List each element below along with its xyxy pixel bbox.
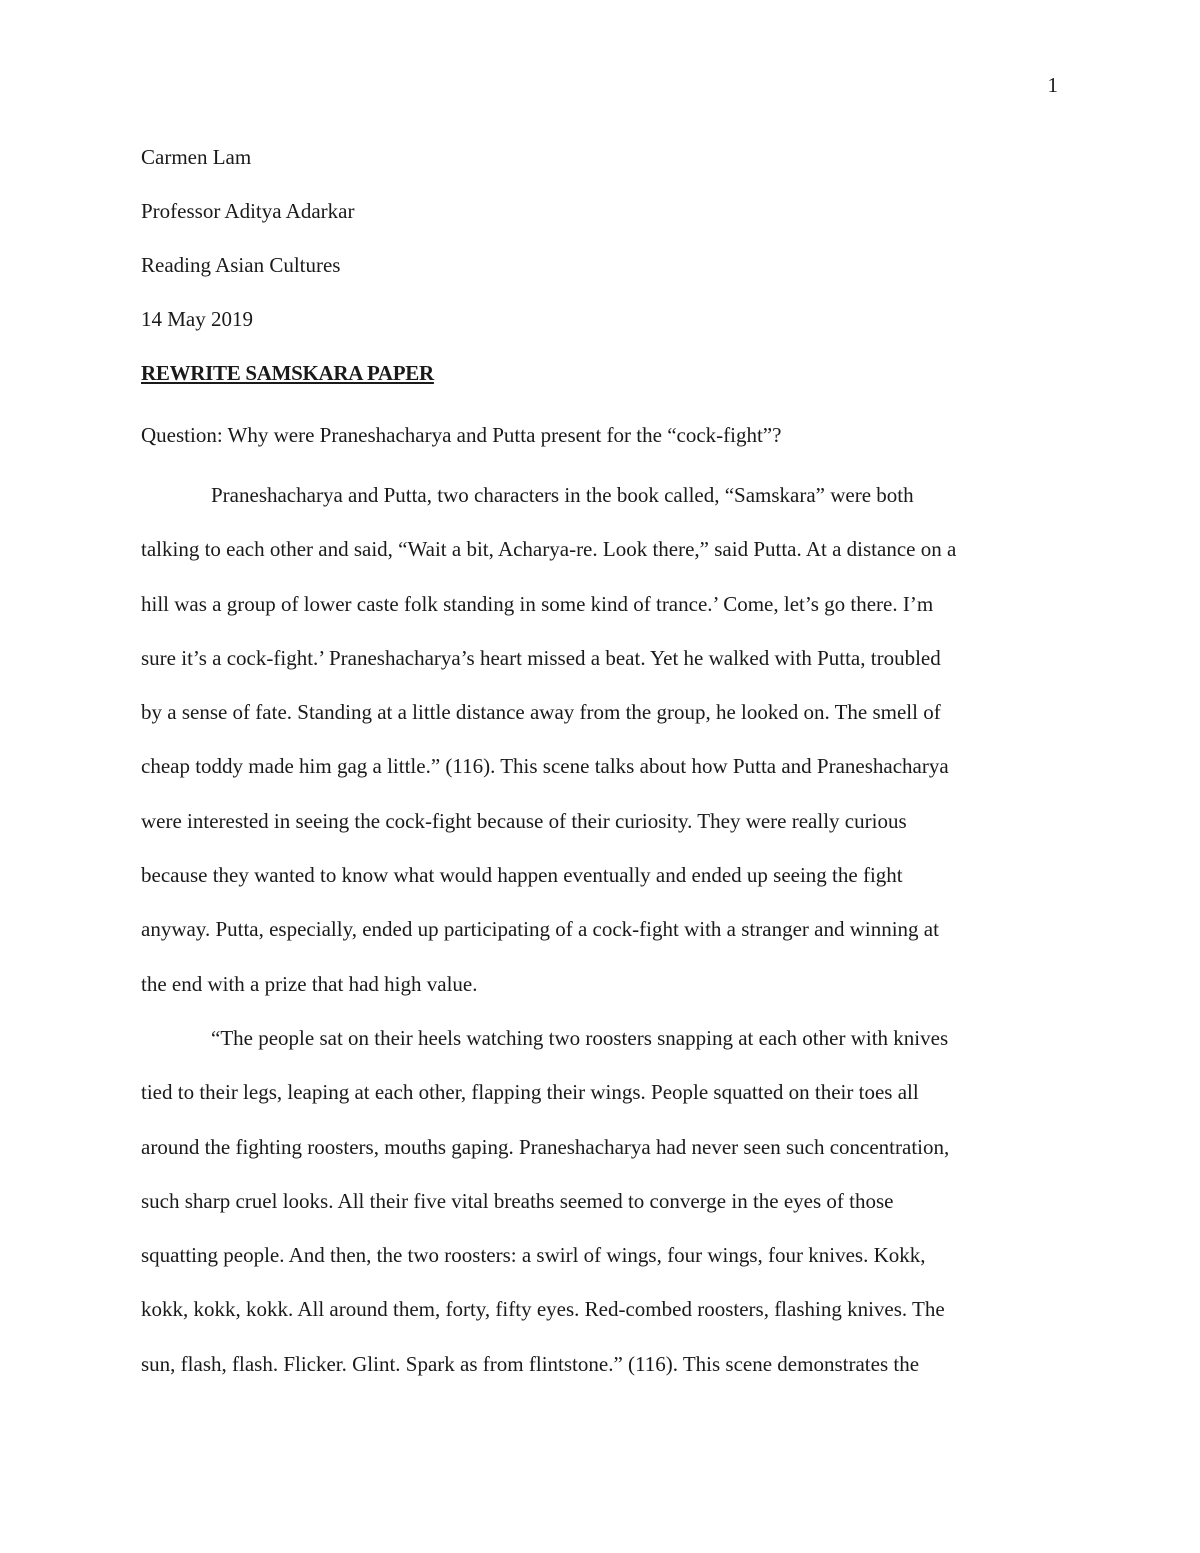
question-line: Question: Why were Praneshacharya and Putta present for the “cock-fight”? [141,423,782,447]
document-body [141,143,1059,1404]
paragraph-2 [141,1024,1059,1404]
paragraph-line: such sharp cruel looks. All their five vital breaths seemed to converge in the eyes of those [141,1188,894,1213]
paragraph-line: tied to their legs, leaping at each other, flapping their wings. People squatted on their toes all [141,1080,919,1105]
page-number: 1 [1047,73,1058,97]
paragraph-line: sure it’s a cock-fight.’ Praneshacharya’s heart missed a beat. Yet he walked with Putta, troubled [141,645,941,670]
author-name: Carmen Lam [141,145,252,169]
paragraph-line: sun, flash, flash. Flicker. Glint. Spark as from flintstone.” (116). This scene demonstrates the [141,1351,920,1376]
course-name: Reading Asian Cultures [141,253,341,277]
paragraph-line: by a sense of fate. Standing at a little distance away from the group, he looked on. The smell of [141,700,941,725]
paragraph-line: talking to each other and said, “Wait a bit, Acharya-re. Look there,” said Putta. At a distance on a [141,537,957,562]
paragraph-line: around the fighting roosters, mouths gaping. Praneshacharya had never seen such concentration, [141,1134,950,1159]
paragraph-line: cheap toddy made him gag a little.” (116). This scene talks about how Putta and Praneshacharya [141,754,949,779]
paragraph-line: were interested in seeing the cock-fight because of their curiosity. They were really curious [141,808,907,833]
document-date: 14 May 2019 [141,307,253,331]
paragraph-line: the end with a prize that had high value. [141,971,478,996]
paragraph-1 [141,481,1059,1024]
paper-title: REWRITE SAMSKARA PAPER [141,361,434,385]
professor-name: Professor Aditya Adarkar [141,199,355,223]
paragraph-line: anyway. Putta, especially, ended up participating of a cock-fight with a stranger and winning at [141,917,939,942]
paragraph-line: hill was a group of lower caste folk standing in some kind of trance.’ Come, let’s go there. I’m [141,591,934,616]
paragraph-line: “The people sat on their heels watching two roosters snapping at each other with knives [211,1025,949,1050]
paragraph-line: because they wanted to know what would happen eventually and ended up seeing the fight [141,863,903,888]
paragraph-line: Praneshacharya and Putta, two characters in the book called, “Samskara” were both [211,483,914,507]
paragraph-line: squatting people. And then, the two roosters: a swirl of wings, four wings, four knives. Kokk, [141,1243,926,1268]
paragraph-line: kokk, kokk, kokk. All around them, forty, fifty eyes. Red-combed roosters, flashing knives. The [141,1297,945,1322]
header-block [141,143,1059,359]
